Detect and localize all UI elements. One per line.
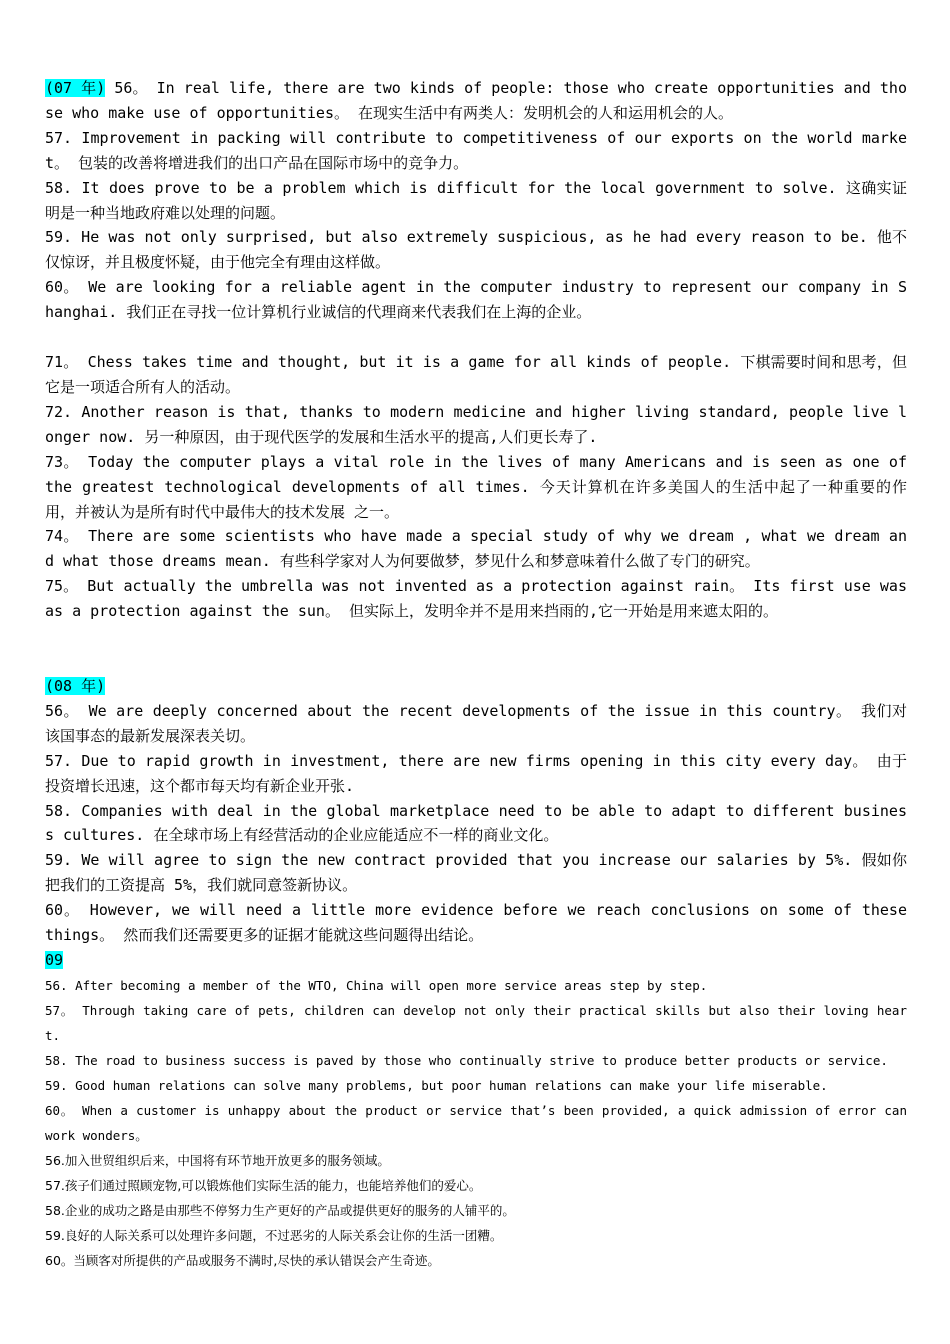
document [45,76,907,1273]
paragraph-08-60: 60。 However, we will need a little more evidence before we reach conclusions on some of these things。 然而我们还需要更多的证据才能就这些问题得出结论。 [45,901,907,945]
paragraph-09-58-en: 58. The road to business success is paved by those who continually strive to produce better products or service. [45,1052,888,1068]
paragraph-07-56 [45,76,907,126]
year-heading-09 [45,948,907,973]
paragraph-09-59-zh: 59.良好的人际关系可以处理许多问题，不过恶劣的人际关系会让你的生活一团糟。 [45,1227,503,1243]
year-label-09: 09 [45,951,64,969]
paragraph-09-60-zh: 60。当顾客对所提供的产品或服务不满时,尽快的承认错误会产生奇迹。 [45,1252,440,1268]
paragraph-07-73: 73。 Today the computer plays a vital role in the lives of many Americans and is seen as one of the greatest technological developments of all times. 今天计算机在许多美国人的生活中起了一种重要的作用，并被认为是所有时代中最伟大的技术发展 之一。 [45,452,907,521]
paragraph-07-58: 58. It does prove to be a problem which is difficult for the local government to solve. 这确实证明是一种当地政府难以处理的问题。 [45,178,907,222]
paragraph-07-74: 74。 There are some scientists who have made a special study of why we dream , what we dream and what those dreams mean. 有些科学家对人为何要做梦，梦见什么和梦意味着什么做了专门的研究。 [45,527,907,571]
sentence-07-56: 56。 In real life, there are two kinds of people: those who create opportunities and those who make use of opportunities。 在现实生活中有两类人：发明机会的人和运用机会的人。 [45,79,907,122]
paragraph-07-59: 59. He was not only surprised, but also extremely suspicious, as he had every reason to be. 他不仅惊讶，并且极度怀疑，由于他完全有理由这样做。 [45,228,907,272]
spacer [45,624,907,674]
paragraph-07-60: 60。 We are looking for a reliable agent in the computer industry to represent our company in Shanghai. 我们正在寻找一位计算机行业诚信的代理商来代表我们在上海的企业。 [45,278,907,322]
paragraph-08-56: 56。 We are deeply concerned about the recent developments of the issue in this country。 我们对该国事态的最新发展深表关切。 [45,701,907,745]
spacer [45,325,907,350]
paragraph-09-60-en: 60。 When a customer is unhappy about the product or service that’s been provided, a quick admission of error can work wonders。 [45,1102,907,1143]
paragraph-07-71: 71。 Chess takes time and thought, but it is a game for all kinds of people. 下棋需要时间和思考，但它是一项适合所有人的活动。 [45,353,907,396]
paragraph-09-56-en: 56. After becoming a member of the WTO, China will open more service areas step by step. [45,977,708,993]
paragraph-09-59-en: 59. Good human relations can solve many problems, but poor human relations can make your life miserable. [45,1077,828,1093]
year-label-07: (07 年) [45,79,106,97]
paragraph-09-57-en: 57。 Through taking care of pets, children can develop not only their practical skills but also their loving heart. [45,1002,907,1043]
paragraph-07-75: 75。 But actually the umbrella was not invented as a protection against rain。 Its first use was as a protection against the sun。 但实际上，发明伞并不是用来挡雨的,它一开始是用来遮太阳的。 [45,577,907,621]
paragraph-07-57: 57. Improvement in packing will contribute to competitiveness of our exports on the world market。 包装的改善将增进我们的出口产品在国际市场中的竞争力。 [45,128,907,172]
paragraph-08-57: 57. Due to rapid growth in investment, there are new firms opening in this city every day。 由于投资增长迅速，这个都市每天均有新企业开张. [45,751,907,795]
paragraph-08-58: 58. Companies with deal in the global marketplace need to be able to adapt to different business cultures. 在全球市场上有经营活动的企业应能适应不一样的商业文化。 [45,801,907,845]
paragraph-09-56-zh: 56.加入世贸组织后来，中国将有环节地开放更多的服务领域。 [45,1152,390,1168]
paragraph-09-57-zh: 57.孩子们通过照顾宠物,可以锻炼他们实际生活的能力，也能培养他们的爱心。 [45,1177,482,1193]
paragraph-09-58-zh: 58.企业的成功之路是由那些不停努力生产更好的产品或提供更好的服务的人铺平的。 [45,1202,515,1218]
year-label-08: (08 年) [45,677,106,696]
paragraph-08-59: 59. We will agree to sign the new contract provided that you increase our salaries by 5%. 假如你把我们的工资提高 5%，我们就同意签新协议。 [45,851,907,895]
paragraph-07-72: 72. Another reason is that, thanks to modern medicine and higher living standard, people live longer now. 另一种原因，由于现代医学的发展和生活水平的提高,人们更长寿了. [45,402,907,446]
year-heading-08 [45,674,907,699]
